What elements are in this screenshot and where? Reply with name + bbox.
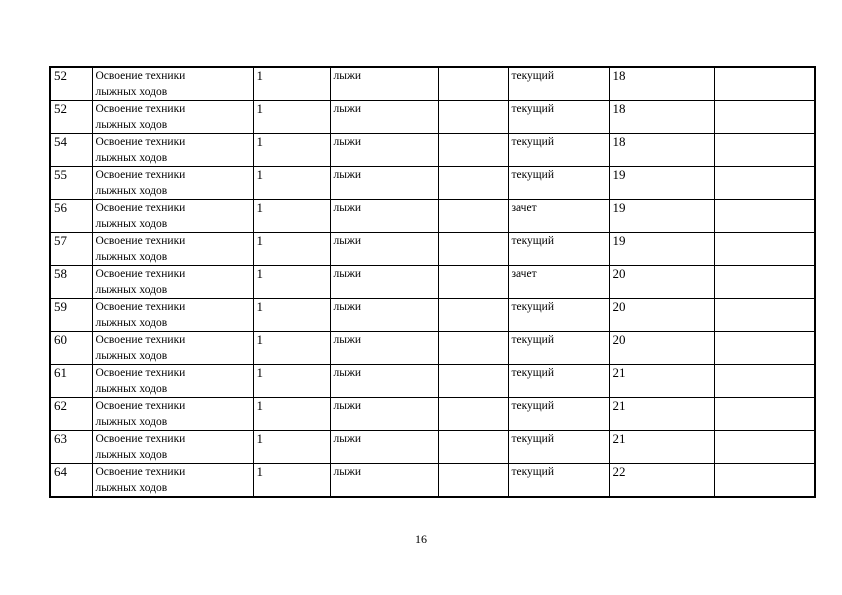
lesson-topic-cell	[92, 332, 253, 365]
section-cell: лыжи	[330, 67, 438, 101]
lesson-topic-cell	[92, 431, 253, 464]
control-type-cell: текущий	[508, 332, 609, 365]
lesson-topic-line-1: Освоение техники	[95, 301, 186, 313]
hours-cell: 1	[253, 299, 330, 332]
lesson-number-cell: 62	[50, 398, 92, 431]
table-row	[50, 398, 815, 431]
week-cell: 21	[609, 398, 714, 431]
control-type-cell: зачет	[508, 266, 609, 299]
week-cell: 20	[609, 266, 714, 299]
table-row	[50, 266, 815, 299]
control-type-cell: текущий	[508, 67, 609, 101]
equipment-cell	[438, 233, 508, 266]
lesson-topic-line-1: Освоение техники	[95, 367, 186, 379]
lesson-topic-cell	[92, 233, 253, 266]
notes-cell	[714, 431, 815, 464]
lesson-topic-cell	[92, 67, 253, 101]
lesson-number-cell: 56	[50, 200, 92, 233]
table-row	[50, 299, 815, 332]
lesson-topic-line-1: Освоение техники	[95, 169, 186, 181]
section-cell: лыжи	[330, 431, 438, 464]
lesson-topic-line-2: лыжных ходов	[95, 284, 168, 296]
week-cell: 19	[609, 200, 714, 233]
control-type-cell: текущий	[508, 464, 609, 498]
section-cell: лыжи	[330, 101, 438, 134]
notes-cell	[714, 67, 815, 101]
lesson-topic-line-1: Освоение техники	[95, 466, 186, 478]
lesson-number-cell: 64	[50, 464, 92, 498]
table-row	[50, 233, 815, 266]
control-type-cell: зачет	[508, 200, 609, 233]
control-type-cell: текущий	[508, 101, 609, 134]
notes-cell	[714, 101, 815, 134]
notes-cell	[714, 134, 815, 167]
section-cell: лыжи	[330, 464, 438, 498]
hours-cell: 1	[253, 431, 330, 464]
table-row	[50, 134, 815, 167]
lesson-topic-cell	[92, 398, 253, 431]
hours-cell: 1	[253, 167, 330, 200]
notes-cell	[714, 365, 815, 398]
notes-cell	[714, 299, 815, 332]
week-cell: 20	[609, 299, 714, 332]
hours-cell: 1	[253, 134, 330, 167]
lesson-topic-cell	[92, 299, 253, 332]
week-cell: 18	[609, 67, 714, 101]
lesson-number-cell: 54	[50, 134, 92, 167]
control-type-cell: текущий	[508, 299, 609, 332]
section-cell: лыжи	[330, 167, 438, 200]
lesson-topic-line-1: Освоение техники	[95, 235, 186, 247]
notes-cell	[714, 233, 815, 266]
hours-cell: 1	[253, 67, 330, 101]
equipment-cell	[438, 101, 508, 134]
table-row	[50, 464, 815, 498]
hours-cell: 1	[253, 233, 330, 266]
section-cell: лыжи	[330, 134, 438, 167]
lesson-number-cell: 58	[50, 266, 92, 299]
section-cell: лыжи	[330, 365, 438, 398]
lesson-topic-line-2: лыжных ходов	[95, 152, 168, 164]
table-row	[50, 365, 815, 398]
hours-cell: 1	[253, 365, 330, 398]
lesson-number-cell: 52	[50, 67, 92, 101]
lesson-topic-line-1: Освоение техники	[95, 268, 186, 280]
section-cell: лыжи	[330, 332, 438, 365]
notes-cell	[714, 200, 815, 233]
lesson-topic-line-2: лыжных ходов	[95, 119, 168, 131]
table-row	[50, 431, 815, 464]
lesson-topic-line-1: Освоение техники	[95, 334, 186, 346]
equipment-cell	[438, 365, 508, 398]
table-row	[50, 200, 815, 233]
lesson-topic-line-2: лыжных ходов	[95, 317, 168, 329]
control-type-cell: текущий	[508, 398, 609, 431]
lesson-topic-cell	[92, 101, 253, 134]
lesson-topic-line-2: лыжных ходов	[95, 185, 168, 197]
equipment-cell	[438, 398, 508, 431]
equipment-cell	[438, 200, 508, 233]
lesson-topic-line-2: лыжных ходов	[95, 218, 168, 230]
equipment-cell	[438, 431, 508, 464]
lesson-topic-cell	[92, 167, 253, 200]
lesson-topic-cell	[92, 266, 253, 299]
table-row	[50, 167, 815, 200]
week-cell: 19	[609, 167, 714, 200]
equipment-cell	[438, 167, 508, 200]
lesson-topic-cell	[92, 464, 253, 498]
week-cell: 22	[609, 464, 714, 498]
lesson-topic-line-2: лыжных ходов	[95, 251, 168, 263]
lesson-topic-line-1: Освоение техники	[95, 136, 186, 148]
lesson-number-cell: 57	[50, 233, 92, 266]
section-cell: лыжи	[330, 200, 438, 233]
control-type-cell: текущий	[508, 134, 609, 167]
lesson-topic-line-2: лыжных ходов	[95, 86, 168, 98]
lesson-topic-line-1: Освоение техники	[95, 202, 186, 214]
control-type-cell: текущий	[508, 233, 609, 266]
lesson-topic-cell	[92, 200, 253, 233]
equipment-cell	[438, 134, 508, 167]
notes-cell	[714, 266, 815, 299]
control-type-cell: текущий	[508, 365, 609, 398]
table-body	[50, 67, 815, 497]
lesson-topic-line-2: лыжных ходов	[95, 449, 168, 461]
section-cell: лыжи	[330, 233, 438, 266]
section-cell: лыжи	[330, 398, 438, 431]
equipment-cell	[438, 266, 508, 299]
week-cell: 18	[609, 134, 714, 167]
week-cell: 18	[609, 101, 714, 134]
control-type-cell: текущий	[508, 431, 609, 464]
lesson-number-cell: 55	[50, 167, 92, 200]
section-cell: лыжи	[330, 266, 438, 299]
hours-cell: 1	[253, 200, 330, 233]
lesson-topic-cell	[92, 365, 253, 398]
lesson-topic-cell	[92, 134, 253, 167]
hours-cell: 1	[253, 464, 330, 498]
equipment-cell	[438, 464, 508, 498]
lesson-number-cell: 61	[50, 365, 92, 398]
hours-cell: 1	[253, 266, 330, 299]
notes-cell	[714, 398, 815, 431]
notes-cell	[714, 464, 815, 498]
control-type-cell: текущий	[508, 167, 609, 200]
week-cell: 21	[609, 365, 714, 398]
equipment-cell	[438, 67, 508, 101]
notes-cell	[714, 332, 815, 365]
section-cell: лыжи	[330, 299, 438, 332]
lesson-topic-line-1: Освоение техники	[95, 70, 186, 82]
lesson-number-cell: 60	[50, 332, 92, 365]
equipment-cell	[438, 299, 508, 332]
lesson-topic-line-1: Освоение техники	[95, 400, 186, 412]
hours-cell: 1	[253, 332, 330, 365]
lesson-topic-line-2: лыжных ходов	[95, 383, 168, 395]
lesson-topic-line-2: лыжных ходов	[95, 416, 168, 428]
week-cell: 19	[609, 233, 714, 266]
lesson-plan-table	[49, 66, 816, 498]
table-row	[50, 67, 815, 101]
lesson-number-cell: 59	[50, 299, 92, 332]
notes-cell	[714, 167, 815, 200]
lesson-number-cell: 63	[50, 431, 92, 464]
equipment-cell	[438, 332, 508, 365]
lesson-topic-line-2: лыжных ходов	[95, 482, 168, 494]
week-cell: 21	[609, 431, 714, 464]
page-number: 16	[415, 532, 427, 546]
lesson-topic-line-1: Освоение техники	[95, 103, 186, 115]
lesson-number-cell: 52	[50, 101, 92, 134]
week-cell: 20	[609, 332, 714, 365]
table-row	[50, 101, 815, 134]
lesson-topic-line-2: лыжных ходов	[95, 350, 168, 362]
hours-cell: 1	[253, 398, 330, 431]
table-row	[50, 332, 815, 365]
lesson-topic-line-1: Освоение техники	[95, 433, 186, 445]
hours-cell: 1	[253, 101, 330, 134]
